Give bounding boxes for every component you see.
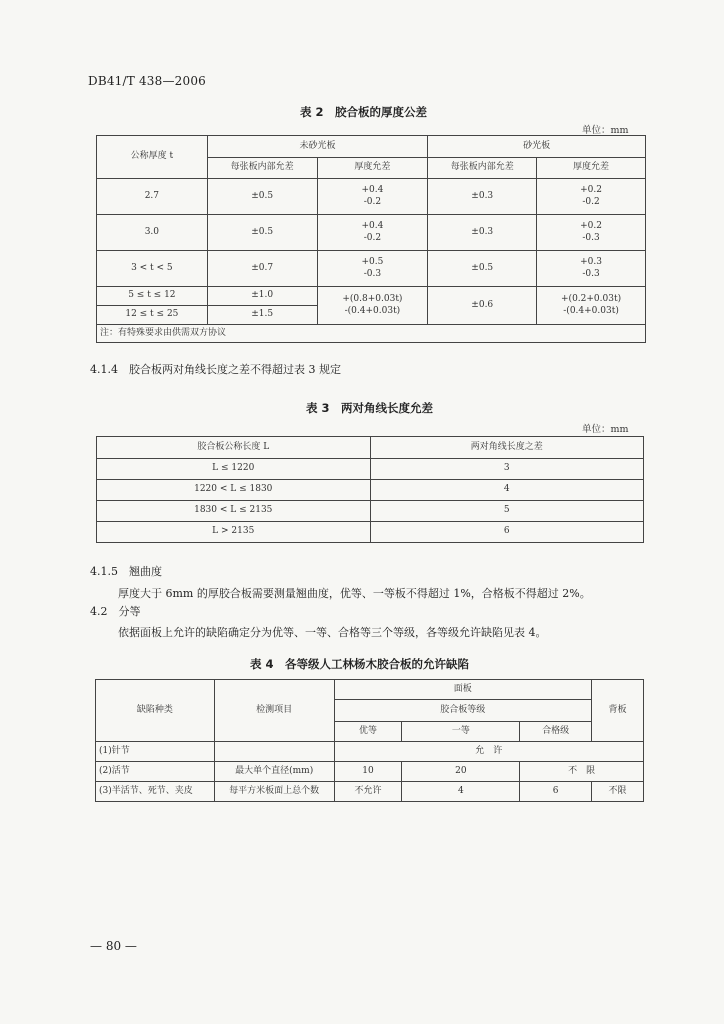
table-cell: 允 许	[334, 742, 643, 762]
table-cell	[214, 742, 334, 762]
table4-grade-1: 优等	[334, 722, 402, 742]
table-cell: 不 限	[520, 762, 644, 782]
table-cell: +0.3 -0.3	[537, 251, 646, 287]
table-cell: 4	[370, 480, 644, 501]
table-cell: 20	[402, 762, 520, 782]
table2-note: 注：有特殊要求由供需双方协议	[97, 325, 646, 343]
table-cell: 5	[370, 501, 644, 522]
table2-sub-within: 每张板内部允差	[207, 158, 317, 179]
table-cell: 6	[370, 522, 644, 543]
table2-sub-tolerance: 厚度允差	[317, 158, 428, 179]
table-row	[97, 287, 646, 306]
table-cell: 6	[520, 782, 592, 802]
table-cell: ±1.0	[207, 287, 317, 306]
table-cell: 每平方米板面上总个数	[214, 782, 334, 802]
table-row	[97, 501, 644, 522]
table-row	[96, 782, 644, 802]
table2-head-sanded: 砂光板	[428, 136, 646, 158]
table4-head-grade: 胶合板等级	[334, 700, 592, 722]
table-cell: 12 ≤ t ≤ 25	[97, 306, 208, 325]
table-row	[96, 762, 644, 782]
table4-head-face: 面板	[334, 680, 592, 700]
table-cell: 3 < t < 5	[97, 251, 208, 287]
table3-caption: 表 3 两对角线长度允差	[306, 401, 434, 415]
table-cell: L > 2135	[97, 522, 371, 543]
table2-head-unsanded: 未砂光板	[207, 136, 428, 158]
table-cell: 3.0	[97, 215, 208, 251]
table-cell: ±0.3	[428, 179, 537, 215]
table-cell: +0.4 -0.2	[317, 179, 428, 215]
table4-caption: 表 4 各等级人工林杨木胶合板的允许缺陷	[250, 657, 470, 671]
table3	[96, 436, 644, 543]
table2-head-thickness: 公称厚度 t	[97, 136, 208, 179]
table-cell: +0.2 -0.3	[537, 215, 646, 251]
table2-sub-tolerance: 厚度允差	[537, 158, 646, 179]
table-row	[97, 251, 646, 287]
table-cell: 2.7	[97, 179, 208, 215]
table4	[95, 679, 644, 802]
table-row	[97, 522, 644, 543]
table-cell: (1)针节	[96, 742, 215, 762]
table-cell: L ≤ 1220	[97, 459, 371, 480]
section-4-2-text: 依据面板上允许的缺陷确定分为优等、一等、合格等三个等级，各等级允许缺陷见表 4。	[118, 626, 547, 639]
table2-unit: 单位：mm	[582, 125, 629, 136]
table-cell: 1220 < L ≤ 1830	[97, 480, 371, 501]
table-cell: 不限	[592, 782, 644, 802]
table2-caption: 表 2 胶合板的厚度公差	[300, 105, 428, 119]
table-row	[97, 459, 644, 480]
document-code: DB41/T 438—2006	[88, 74, 207, 88]
table-row	[97, 215, 646, 251]
table-cell: 不允许	[334, 782, 402, 802]
table2-sub-within: 每张板内部允差	[428, 158, 537, 179]
table-cell: ±0.7	[207, 251, 317, 287]
table4-head-back: 背板	[592, 680, 644, 742]
table-cell: +0.5 -0.3	[317, 251, 428, 287]
table-cell: ±0.5	[428, 251, 537, 287]
table-cell: ±0.6	[428, 287, 537, 325]
page-number: — 80 —	[90, 939, 137, 953]
section-4-1-5-text: 厚度大于 6mm 的厚胶合板需要测量翘曲度，优等、一等板不得超过 1%，合格板不得超过 2%。	[118, 587, 591, 600]
table-cell: (2)活节	[96, 762, 215, 782]
table-cell: ±0.3	[428, 215, 537, 251]
section-4-1-4: 4.1.4 胶合板两对角线长度之差不得超过表 3 规定	[90, 363, 341, 376]
table-row	[97, 179, 646, 215]
table4-head-item: 检测项目	[214, 680, 334, 742]
table-cell: +(0.8+0.03t) -(0.4+0.03t)	[317, 287, 428, 325]
table-cell: ±0.5	[207, 179, 317, 215]
table2	[96, 135, 646, 343]
table3-head-length: 胶合板公称长度 L	[97, 437, 371, 459]
table4-head-defect: 缺陷种类	[96, 680, 215, 742]
section-4-1-5-heading: 4.1.5 翘曲度	[90, 565, 162, 578]
table-cell: 3	[370, 459, 644, 480]
table-cell: +(0.2+0.03t) -(0.4+0.03t)	[537, 287, 646, 325]
table-cell: 最大单个直径(mm)	[214, 762, 334, 782]
section-4-2-heading: 4.2 分等	[90, 605, 141, 618]
table-cell: 5 ≤ t ≤ 12	[97, 287, 208, 306]
table3-unit: 单位：mm	[582, 424, 629, 435]
table-cell: (3)半活节、死节、夹皮	[96, 782, 215, 802]
table-cell: 10	[334, 762, 402, 782]
table-cell: +0.2 -0.2	[537, 179, 646, 215]
table-cell: ±0.5	[207, 215, 317, 251]
table-cell: +0.4 -0.2	[317, 215, 428, 251]
table3-head-diff: 两对角线长度之差	[370, 437, 644, 459]
table4-grade-3: 合格级	[520, 722, 592, 742]
table-row	[96, 742, 644, 762]
table-row	[97, 480, 644, 501]
table4-grade-2: 一等	[402, 722, 520, 742]
table-cell: 1830 < L ≤ 2135	[97, 501, 371, 522]
table-cell: 4	[402, 782, 520, 802]
table-cell: ±1.5	[207, 306, 317, 325]
